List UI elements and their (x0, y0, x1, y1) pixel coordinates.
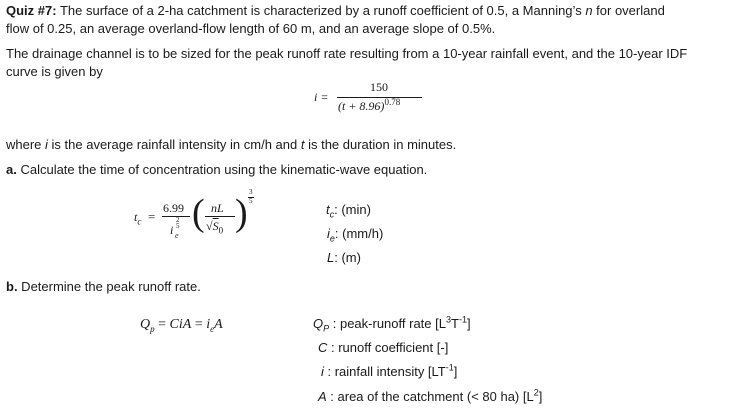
idf-denominator: $(t + 8.96)^{0.78}$ (338, 97, 401, 113)
var-A: A : area of the catchment (< 80 ha) $[L^2]$ (318, 387, 543, 404)
kw-sqrt-S0: $√S_0$ (206, 219, 224, 236)
idf-lhs: i = (314, 90, 329, 104)
rational-equation: $Q_p$ = CiA = $i_eA$ (140, 317, 223, 334)
var-C: C : runoff coefficient [-] (318, 340, 449, 355)
kw-coefficient: 6.99 (163, 201, 184, 215)
part-a-question: a. Calculate the time of concentration using the kinematic-wave equation. (6, 162, 428, 177)
var-ie: $i_e$: (mm/h) (327, 226, 384, 244)
para2-line-2: curve is given by (6, 64, 103, 79)
part-b-question: b. Determine the peak runoff rate. (6, 279, 201, 294)
var-tc: $t_c$: (min) (326, 202, 371, 220)
idf-fraction-bar (337, 97, 422, 98)
quiz-title: Quiz #7: (6, 3, 57, 18)
kw-outer-exp-num: 3 (249, 188, 253, 196)
var-Qp: $Q_P$ : peak-runoff rate $[L^3T^{-1}]$ (313, 314, 471, 334)
var-L: L: (m) (327, 250, 361, 265)
kw-outer-exp-den: 5 (249, 197, 253, 205)
idf-numerator: 150 (370, 80, 388, 94)
kw-right-paren: ) (235, 192, 248, 234)
intro-line-1: Quiz #7: The surface of a 2-ha catchment is characterized by a runoff coefficient of 0.5, a Manning’s n for overland (6, 3, 665, 18)
intro-line-2: flow of 0.25, an average overland-flow length of 60 m, and an average slope of 0.5%. (6, 21, 496, 36)
para2-line-1: The drainage channel is to be sized for the peak runoff rate resulting from a 10-year rainfall event, and the 10-year IDF (6, 46, 688, 61)
kw-ie-exp-num: 2 (176, 216, 180, 224)
kw-left-paren: ( (192, 192, 205, 234)
where-line: where i is the average rainfall intensity in cm/h and t is the duration in minutes. (6, 137, 457, 152)
kw-nL: nL (211, 201, 224, 215)
kw-tc: $t_c$ (134, 210, 142, 227)
var-i: i : rainfall intensity $[LT^{-1}]$ (321, 362, 458, 379)
kw-ie: i (170, 223, 174, 237)
kw-inner-fraction-bar (205, 216, 235, 217)
kw-ie-exp-den: 5 (176, 222, 180, 230)
kw-equals: = (148, 209, 156, 224)
kw-ie-sub: e (175, 231, 179, 240)
